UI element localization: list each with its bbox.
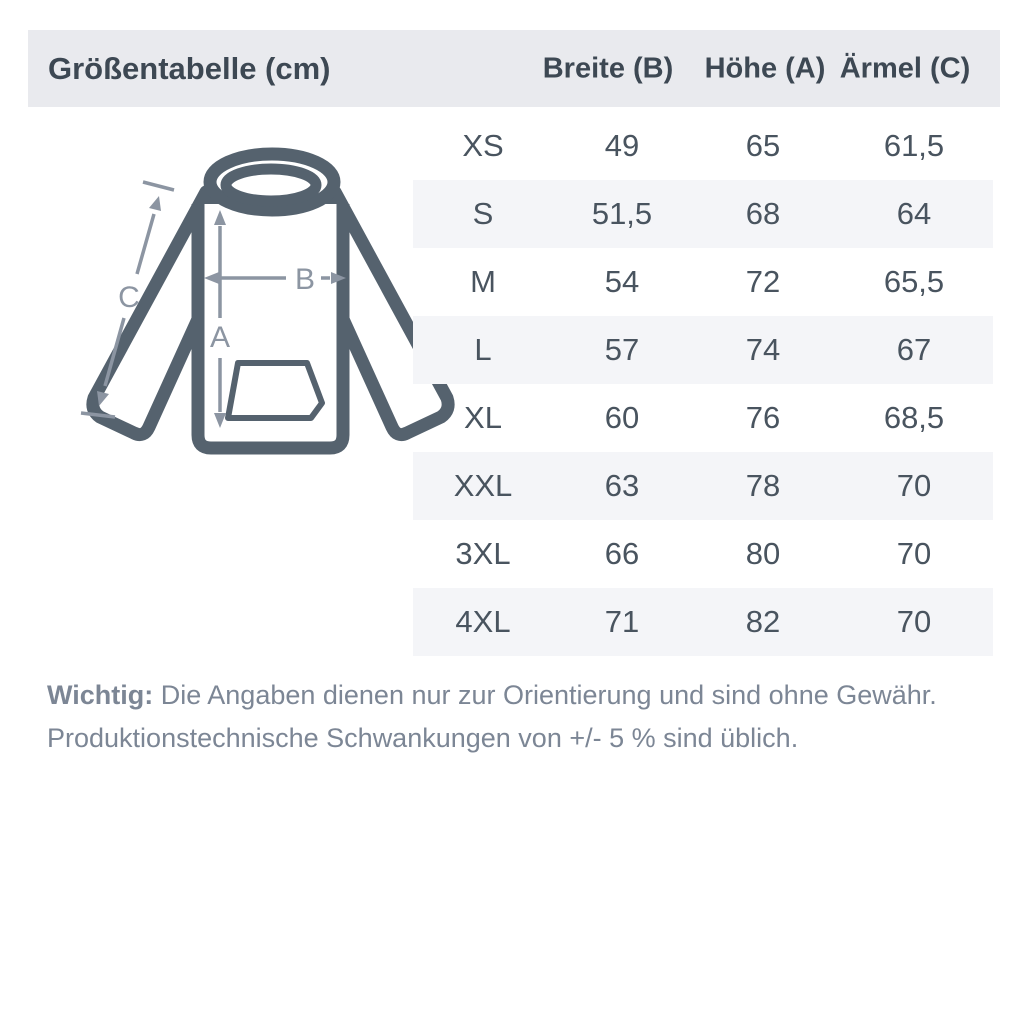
table-row: [413, 520, 993, 588]
hoehe-value: 76: [745, 400, 781, 435]
breite-value: 71: [604, 604, 640, 639]
hoehe-value: 78: [745, 468, 781, 503]
breite-value: 66: [604, 536, 640, 571]
size-label: 3XL: [455, 536, 511, 571]
disclaimer-label: Wichtig:: [47, 680, 154, 710]
hoehe-value: 80: [745, 536, 781, 571]
table-row: [413, 452, 993, 520]
table-row: [413, 112, 993, 180]
measure-label-c: C: [118, 281, 140, 314]
table-row: [413, 248, 993, 316]
hoehe-value: 68: [745, 196, 781, 231]
header-bar: [28, 30, 1000, 107]
disclaimer-line2: Produktionstechnische Schwankungen von +/- 5 % sind üblich.: [47, 723, 799, 753]
aermel-value: 70: [896, 604, 932, 639]
size-label: M: [470, 264, 496, 299]
breite-value: 49: [604, 128, 640, 163]
size-label: XS: [462, 128, 504, 163]
disclaimer-line1: Die Angaben dienen nur zur Orientierung und sind ohne Gewähr.: [160, 680, 937, 710]
page-title: Größentabelle (cm): [48, 50, 331, 86]
aermel-value: 65,5: [883, 264, 945, 299]
size-table: [413, 112, 993, 656]
size-label: S: [472, 196, 494, 231]
hoehe-value: 65: [745, 128, 781, 163]
aermel-value: 67: [896, 332, 932, 367]
hoehe-value: 82: [745, 604, 781, 639]
measure-label-b: B: [294, 263, 316, 296]
size-label: XXL: [453, 468, 513, 503]
column-header-aermel: Ärmel (C): [839, 52, 971, 84]
table-row: [413, 316, 993, 384]
aermel-value: 70: [896, 468, 932, 503]
measure-label-a: A: [209, 321, 231, 354]
breite-value: 51,5: [591, 196, 653, 231]
table-row: [413, 588, 993, 656]
aermel-value: 68,5: [883, 400, 945, 435]
hoehe-value: 74: [745, 332, 781, 367]
column-header-breite: Breite (B): [542, 52, 674, 84]
breite-value: 60: [604, 400, 640, 435]
disclaimer: [47, 674, 977, 760]
breite-value: 63: [604, 468, 640, 503]
column-header-hoehe: Höhe (A): [704, 52, 826, 84]
hoodie-pocket: [228, 363, 322, 418]
table-row: [413, 384, 993, 452]
hoodie-measure-diagram: [80, 134, 460, 469]
breite-value: 57: [604, 332, 640, 367]
hoehe-value: 72: [745, 264, 781, 299]
size-label: 4XL: [455, 604, 511, 639]
table-row: [413, 180, 993, 248]
aermel-value: 70: [896, 536, 932, 571]
hoodie-icon: [80, 134, 460, 469]
aermel-value: 64: [896, 196, 932, 231]
aermel-value: 61,5: [883, 128, 945, 163]
breite-value: 54: [604, 264, 640, 299]
size-label: XL: [464, 400, 502, 435]
size-label: L: [474, 332, 492, 367]
